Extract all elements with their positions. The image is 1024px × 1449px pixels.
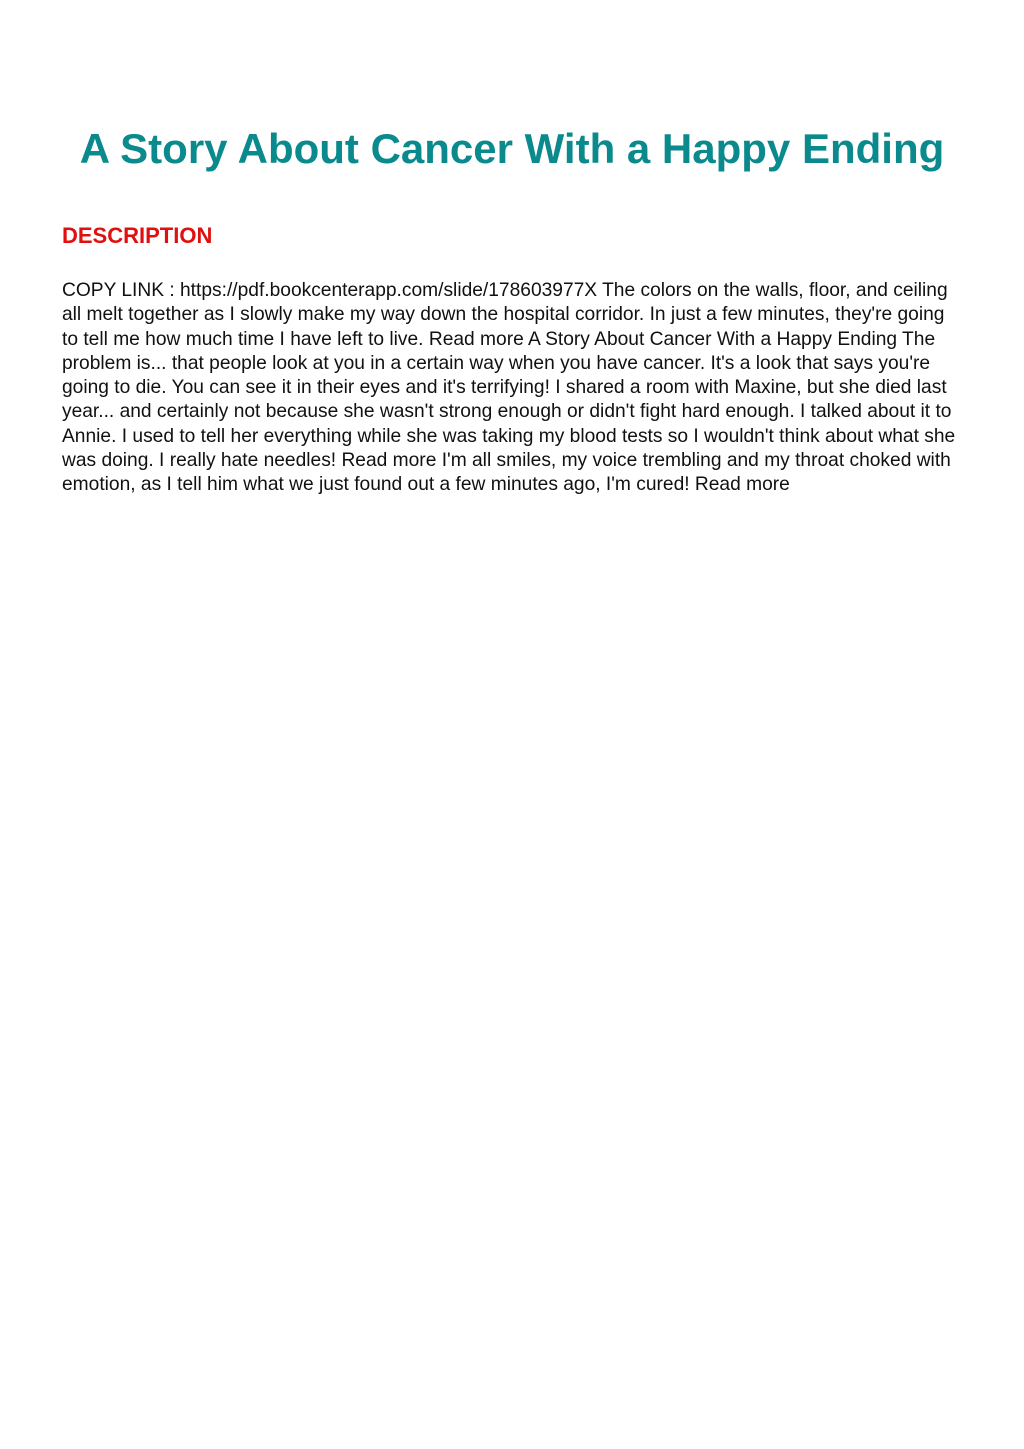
description-body: COPY LINK : https://pdf.bookcenterapp.com/slide/178603977X The colors on the walls, floor, and ceiling all melt together as I slowly make my way down the hospital corridor. In just a few minutes, they're going to tell me how much time I have left to live. Read more A Story About Cancer With a Happy Ending The problem is... that people look at you in a certain way when you have cancer. It's a look that says you're going to die. You can see it in their eyes and it's terrifying! I shared a room with Maxine, but she died last year... and certainly not because she wasn't strong enough or didn't fight hard enough. I talked about it to Annie. I used to tell her everything while she was taking my blood tests so I wouldn't think about what she was doing. I really hate needles! Read more I'm all smiles, my voice trembling and my throat choked with emotion, as I tell him what we just found out a few minutes ago, I'm cured! Read more <box>62 280 956 496</box>
document-title: A Story About Cancer With a Happy Ending <box>79 125 945 172</box>
description-heading: DESCRIPTION <box>62 223 213 248</box>
